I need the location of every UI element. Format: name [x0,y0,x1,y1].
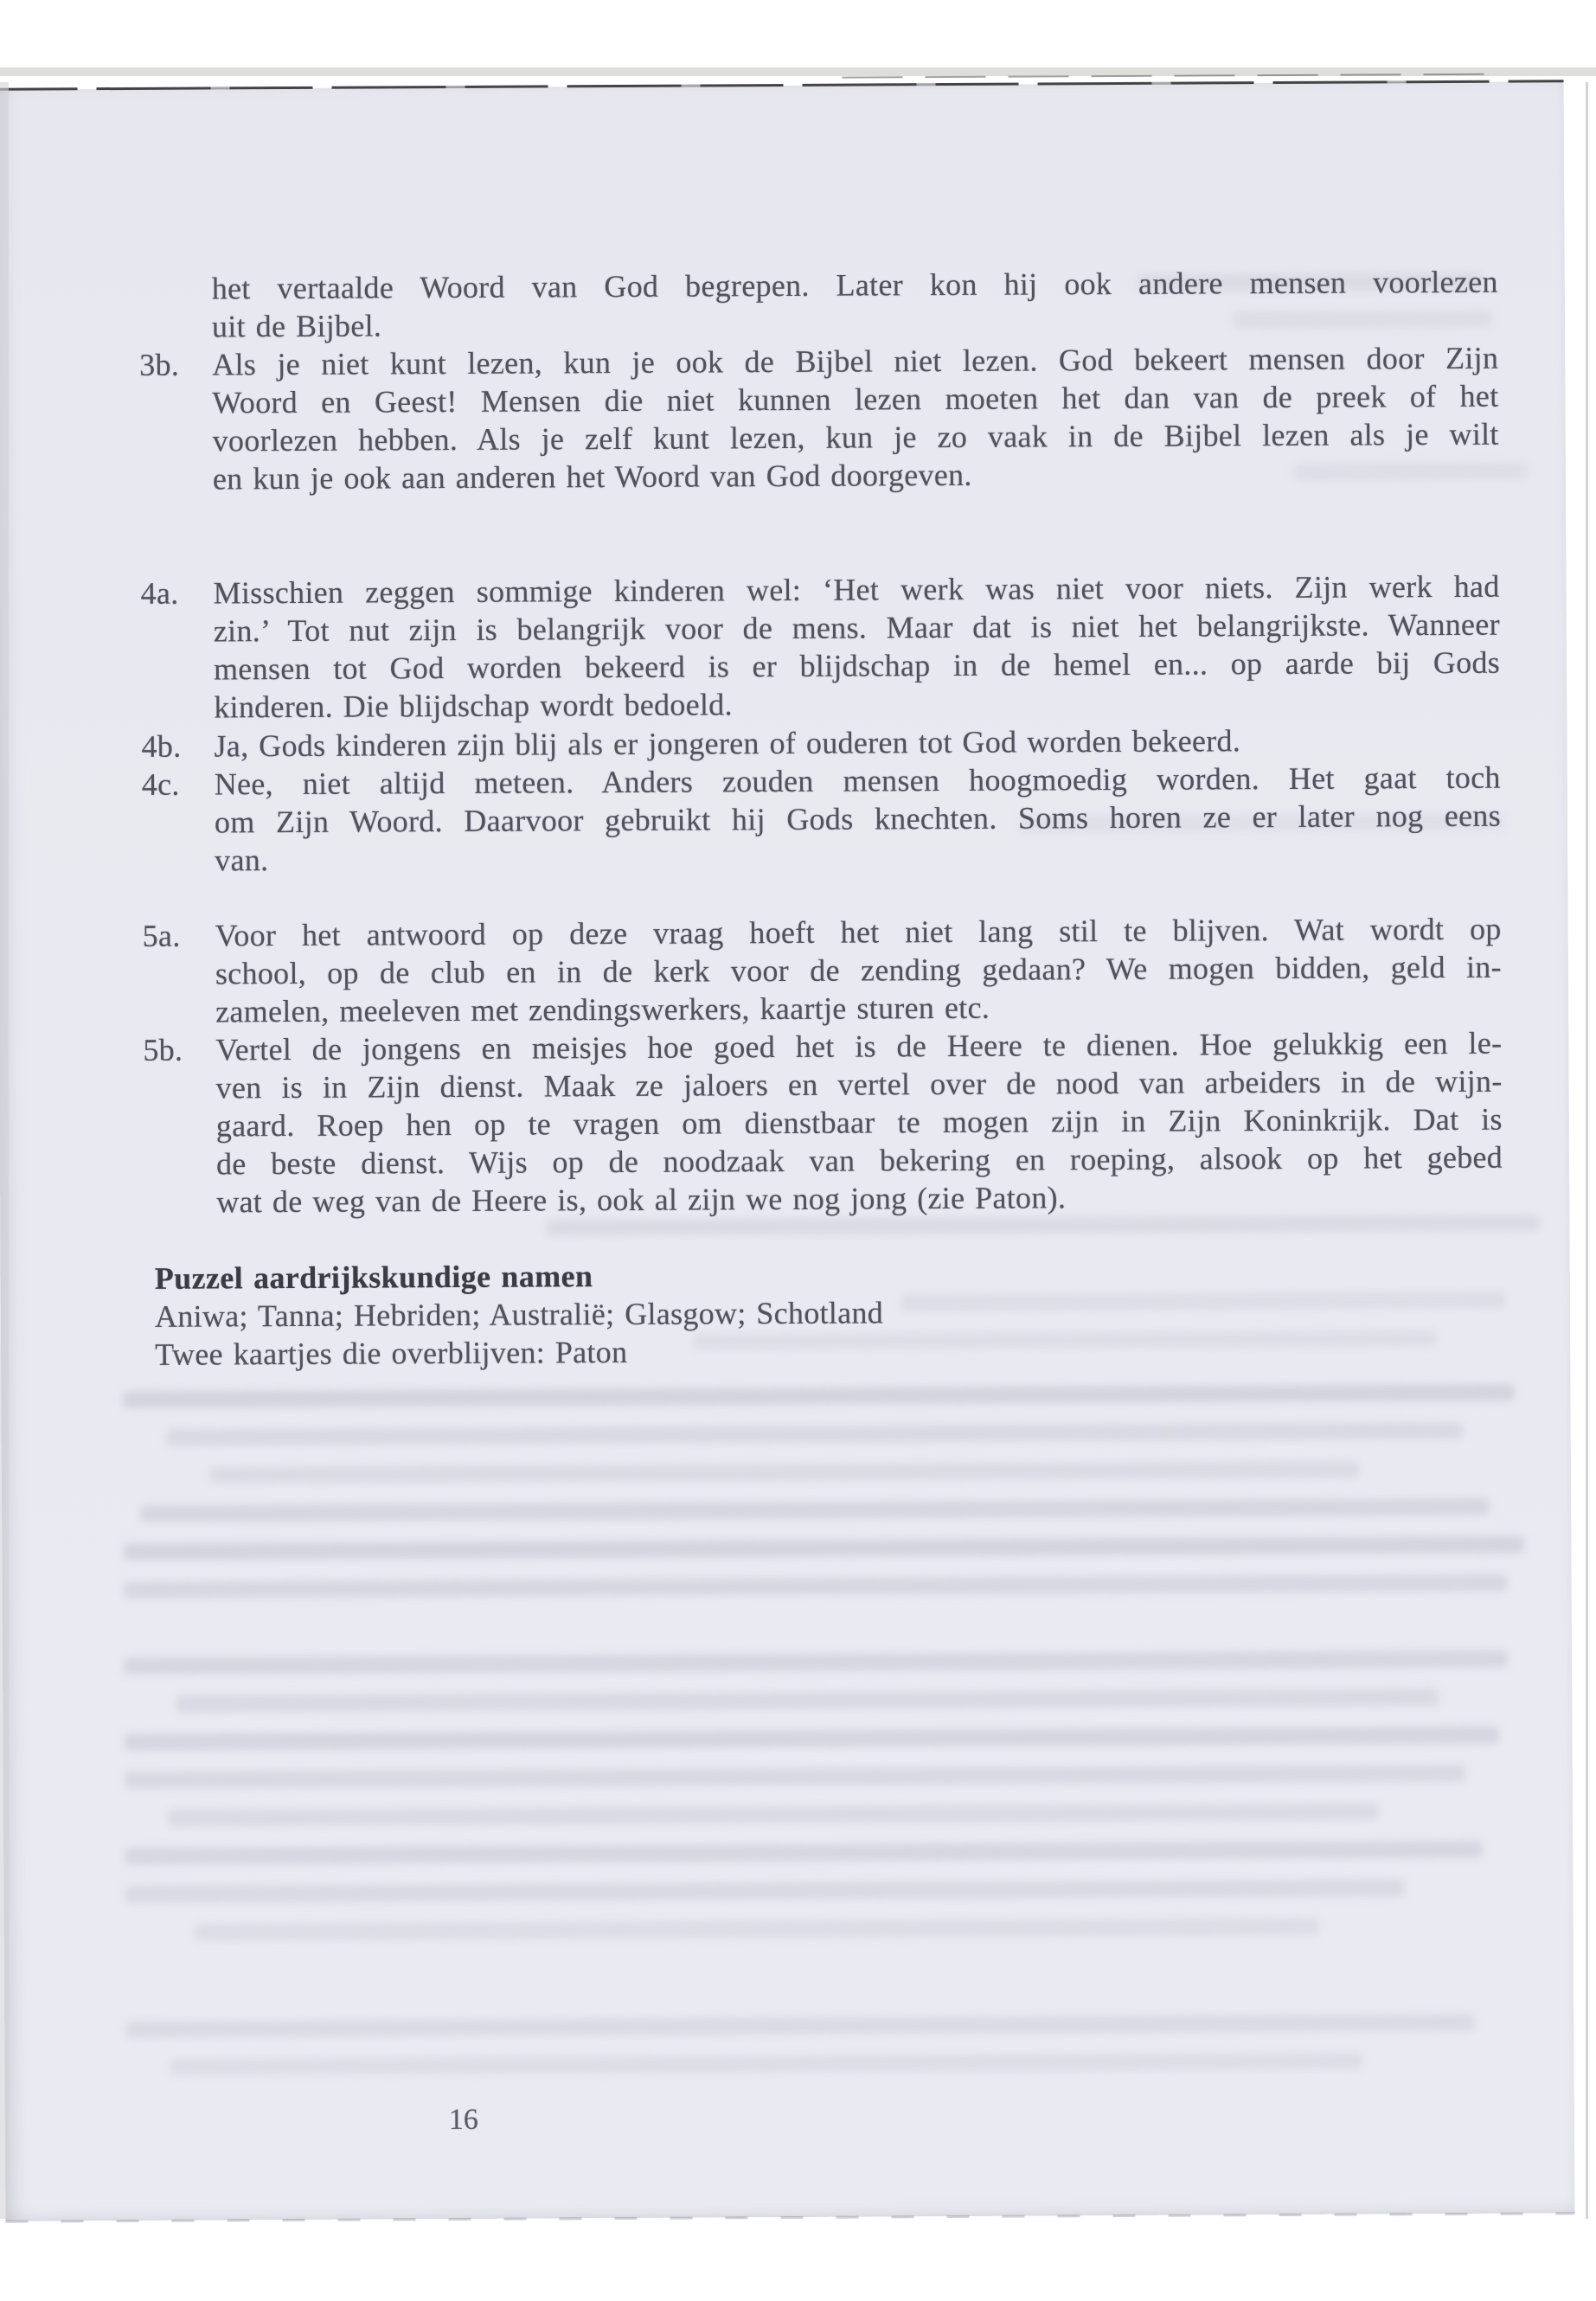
bleed-through-line [125,2014,1475,2038]
text-line: om Zijn Woord. Daarvoor gebruikt hij Gods knechten. Soms horen ze er later nog eens [214,798,1502,840]
text-line: wat de weg van de Heere is, ook al zijn we nog jong (zie Paton). [216,1180,1067,1220]
bleed-through-line [122,1384,1515,1408]
text-line: Vertel de jongens en meisjes hoe goed het is de Heere te dienen. Hoe gelukkig een le- [215,1025,1503,1067]
text-line: gaard. Roep hen op te vragen om dienstbaar te mogen zijn in Zijn Koninkrijk. Dat is [215,1101,1503,1144]
text-line: van. [215,843,269,878]
text-line: en kun je ook aan anderen het Woord van God doorgeven. [212,457,972,497]
bleed-through-line [124,1574,1508,1599]
answer-number: 3b. [139,347,180,382]
puzzle-section [155,1253,1505,1374]
paper-sheet [0,81,1574,2221]
text-line: zamelen, meeleven met zendingswerkers, kaartje sturen etc. [215,990,990,1029]
text-line: Twee kaartjes die overblijven: Paton [155,1334,628,1372]
text-line: Aniwa; Tanna; Hebriden; Australië; Glasgow; Schotland [154,1295,884,1334]
bleed-through-line [124,1650,1508,1675]
text-line: kinderen. Die blijdschap wordt bedoeld. [214,687,733,725]
text-line: het vertaalde Woord van God begrepen. Later kon hij ook andere mensen voorlezen [211,264,1498,306]
bleed-through-line [140,1498,1490,1522]
answer-number: 4a. [140,575,179,611]
text-line: mensen tot God worden bekeerd is er blijdschap in de hemel en... op aarde bij Gods [213,644,1501,687]
text-line: school, op de club en in de kerk voor de zending gedaan? We mogen bidden, geld in- [215,949,1502,991]
text-line: de beste dienst. Wijs op de noodzaak van bekering en roeping, alsook op het gebed [215,1139,1503,1182]
page-number: 16 [448,2103,478,2137]
bleed-through-line [166,1422,1464,1446]
answer-4c [141,759,1502,880]
answer-number: 4c. [141,766,180,802]
bleed-through-line [168,1803,1379,1826]
answer-continuation [212,263,1498,346]
answer-number: 5a. [142,918,181,953]
bleed-through-line [125,1765,1465,1789]
page-top-edge-line [0,80,1564,90]
bleed-through-line [125,1879,1405,1903]
bleed-through-line [169,2053,1362,2076]
answer-4b [141,721,1500,766]
text-line: Nee, niet altijd meteen. Anders zouden mensen hoogmoedig worden. Het gaat toch [214,760,1501,802]
text-line: zin.’ Tot nut zijn is belangrijk voor de mens. Maar dat is niet het belangrijkste. Wanneer [213,606,1500,649]
bleed-through-line [209,1461,1360,1484]
text-line: Woord en Geest! Mensen die niet kunnen lezen moeten het dan van de preek of het [212,378,1499,420]
bleed-through-line [123,1536,1524,1561]
text-line: Misschien zeggen sommige kinderen wel: ‘Het werk was niet voor niets. Zijn werk had [213,568,1500,611]
bleed-through-line [195,1918,1319,1941]
bleed-through-line [125,1727,1500,1751]
scan-left-edge-shadow [0,82,9,2219]
text-line: ven is in Zijn dienst. Maak ze jaloers en vertel over de nood van arbeiders in de wijn- [215,1063,1503,1106]
answer-5b [143,1024,1503,1221]
bleed-through-line [125,1841,1483,1865]
text-line: uit de Bijbel. [211,308,382,344]
answer-3b [139,339,1499,498]
text-line: Voor het antwoord op deze vraag hoeft het niet lang stil te blijven. Wat wordt op [215,911,1502,953]
text-line: Als je niet kunt lezen, kun je ook de Bijbel niet lezen. God bekeert mensen door Zijn [212,340,1499,382]
text-line: Ja, Gods kinderen zijn blij als er jongeren of ouderen tot God worden bekeerd. [214,723,1241,764]
answer-number: 5b. [143,1032,183,1067]
scan-right-edge-line [1586,82,1588,2219]
bleed-through-line [176,1689,1439,1713]
answer-number: 4b. [141,728,182,764]
answer-5a [142,910,1503,1031]
text-line: voorlezen hebben. Als je zelf kunt lezen, kun je zo vaak in de Bijbel lezen als je wilt [212,416,1499,458]
answer-4a [140,567,1501,727]
puzzle-heading: Puzzel aardrijkskundige namen [154,1259,593,1296]
